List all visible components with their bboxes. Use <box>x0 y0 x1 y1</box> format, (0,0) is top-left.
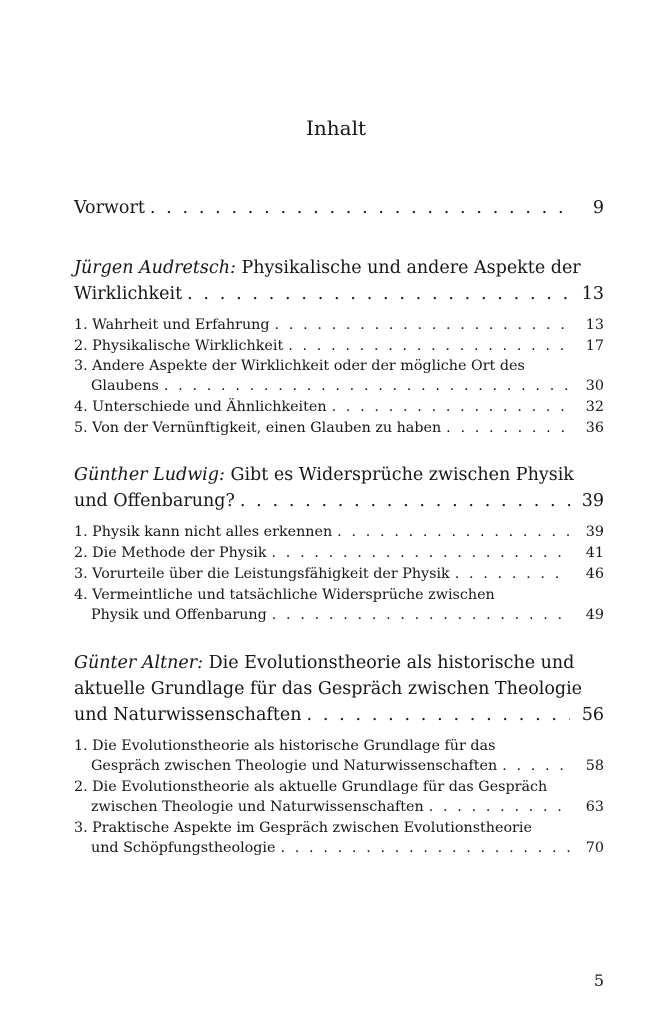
toc-subentry-label: 2. Die Evolutionstheorie als aktuelle Grundlage für das Gespräch <box>74 779 548 795</box>
chapter-heading-ludwig[interactable] <box>74 463 604 487</box>
dot-leader <box>280 838 570 858</box>
toc-subentry[interactable] <box>74 397 604 417</box>
chapter-title-line: und Offenbarung? <box>74 491 235 511</box>
toc-page-number: 30 <box>585 378 604 394</box>
chapter-title-line: Wirklichkeit <box>74 284 183 304</box>
dot-leader <box>455 564 570 584</box>
toc-subentry-label: 2. Die Methode der Physik <box>74 545 267 561</box>
toc-page-number: 39 <box>585 524 604 540</box>
toc-subentry-label: 4. Vermeintliche und tatsächliche Widersprüche zwischen <box>74 587 495 603</box>
toc-subentry-continuation[interactable] <box>91 376 604 396</box>
toc-subentry-label: 2. Physikalische Wirklichkeit <box>74 338 284 354</box>
dot-leader <box>272 543 570 563</box>
toc-subentry-label: 5. Von der Vernünftigkeit, einen Glauben zu haben <box>74 420 442 436</box>
toc-subentry-label: 1. Physik kann nicht alles erkennen <box>74 524 333 540</box>
dot-leader <box>337 522 570 542</box>
toc-entry-vorwort[interactable] <box>74 196 604 220</box>
toc-subentry-label: Glaubens <box>91 378 159 394</box>
dot-leader <box>164 376 570 396</box>
toc-subentry-label: 1. Die Evolutionstheorie als historische Grundlage für das <box>74 738 496 754</box>
chapter-title-line: aktuelle Grundlage für das Gespräch zwischen Theologie <box>74 679 583 699</box>
toc-page-number: 63 <box>585 799 604 815</box>
toc-page-number: 9 <box>592 198 604 218</box>
toc-entry-audretsch[interactable] <box>74 282 604 306</box>
toc-subentry[interactable] <box>74 418 604 438</box>
chapter-author: Jürgen Audretsch: <box>74 258 236 278</box>
toc-subentry[interactable] <box>74 585 604 605</box>
chapter-heading-audretsch[interactable] <box>74 256 604 280</box>
dot-leader <box>446 418 570 438</box>
toc-subentry[interactable] <box>74 564 604 584</box>
toc-page-number: 17 <box>585 338 604 354</box>
dot-leader <box>187 282 570 306</box>
toc-subentry-label: 3. Andere Aspekte der Wirklichkeit oder der mögliche Ort des <box>74 358 525 374</box>
dot-leader <box>150 196 570 220</box>
toc-subentry[interactable] <box>74 522 604 542</box>
chapter-author: Günther Ludwig: <box>74 465 225 485</box>
toc-subentry-label: zwischen Theologie und Naturwissenschaften <box>91 799 424 815</box>
dot-leader <box>307 703 570 727</box>
toc-subentry[interactable] <box>74 543 604 563</box>
toc-subentry[interactable] <box>74 818 604 838</box>
toc-subentry[interactable] <box>74 777 604 797</box>
toc-subentry-label: 1. Wahrheit und Erfahrung <box>74 317 270 333</box>
chapter-title-continuation[interactable] <box>74 677 604 701</box>
toc-page-number: 39 <box>581 491 604 511</box>
toc-entry-altner[interactable] <box>74 703 604 727</box>
toc-page-number: 70 <box>585 840 604 856</box>
dot-leader <box>272 605 570 625</box>
toc-page-number: 41 <box>585 545 604 561</box>
toc-entry-ludwig[interactable] <box>74 489 604 513</box>
chapter-author: Günter Altner: <box>74 653 203 673</box>
toc-page-number: 46 <box>585 566 604 582</box>
dot-leader <box>332 397 570 417</box>
toc-subentry[interactable] <box>74 736 604 756</box>
dot-leader <box>502 756 570 776</box>
toc-page-number: 56 <box>581 705 604 725</box>
toc-subentry-label: Physik und Offenbarung <box>91 607 267 623</box>
toc-subentry[interactable] <box>74 356 604 376</box>
toc-page-number: 13 <box>581 284 604 304</box>
dot-leader <box>275 315 570 335</box>
toc-subentry-label: und Schöpfungstheologie <box>91 840 276 856</box>
toc-page-number: 13 <box>585 317 604 333</box>
toc-entry-label: Vorwort <box>74 198 145 218</box>
toc-page-number: 49 <box>585 607 604 623</box>
chapter-heading-altner[interactable] <box>74 651 604 675</box>
toc-subentry-label: Gespräch zwischen Theologie und Naturwissenschaften <box>91 758 498 774</box>
toc-subentry-label: 3. Praktische Aspekte im Gespräch zwischen Evolutionstheorie <box>74 820 532 836</box>
chapter-title-line: und Naturwissenschaften <box>74 705 302 725</box>
toc-page-number: 36 <box>585 420 604 436</box>
toc-page-number: 32 <box>585 399 604 415</box>
folio-page-number: 5 <box>593 971 604 990</box>
dot-leader <box>240 489 570 513</box>
chapter-title-line: Die Evolutionstheorie als historische und <box>208 653 575 673</box>
toc-subentry-continuation[interactable] <box>91 838 604 858</box>
toc-subentry[interactable] <box>74 315 604 335</box>
toc-subentry-continuation[interactable] <box>91 797 604 817</box>
chapter-title-line: Gibt es Widersprüche zwischen Physik <box>230 465 574 485</box>
dot-leader <box>429 797 570 817</box>
toc-subentry-continuation[interactable] <box>91 605 604 625</box>
page-title: Inhalt <box>305 116 367 140</box>
chapter-title-line: Physikalische und andere Aspekte der <box>241 258 581 278</box>
dot-leader <box>288 336 570 356</box>
toc-subentry[interactable] <box>74 336 604 356</box>
toc-page-number: 58 <box>585 758 604 774</box>
toc-subentry-continuation[interactable] <box>91 756 604 776</box>
toc-subentry-label: 3. Vorurteile über die Leistungsfähigkeit der Physik <box>74 566 450 582</box>
toc-subentry-label: 4. Unterschiede und Ähnlichkeiten <box>74 399 327 415</box>
